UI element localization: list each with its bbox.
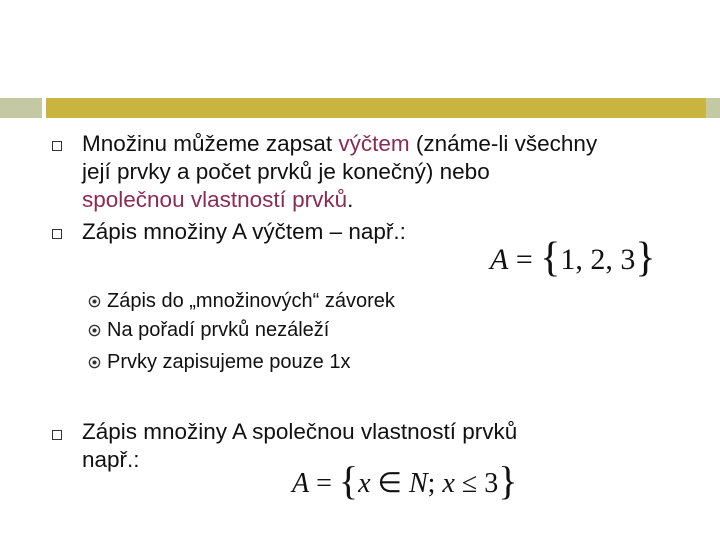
formula-enumeration: A = {1, 2, 3}: [490, 235, 656, 281]
formula-property: A = {x ∈ N; x ≤ 3}: [292, 458, 518, 503]
accent-text: společnou vlastností prvků: [82, 187, 348, 212]
sub-bullet-1: Zápis do „množinových“ závorek: [107, 290, 395, 312]
sub-bullet-3: Prvky zapisujeme pouze 1x: [107, 351, 351, 373]
accent-text: výčtem: [338, 131, 410, 156]
bullet-3-line-1: Zápis množiny A společnou vlastností prvků: [82, 419, 518, 444]
circled-dot-icon: [88, 324, 101, 337]
square-bullet-icon: [52, 430, 62, 440]
square-bullet-icon: [52, 229, 62, 239]
bullet-3-line-2: např.:: [82, 447, 140, 472]
circled-dot-icon: [88, 295, 101, 308]
header-bar-right: [46, 98, 720, 118]
header-bar-edge: [706, 98, 720, 118]
circled-dot-icon: [88, 356, 101, 369]
bullet-2-text: Zápis množiny A výčtem – např.:: [82, 219, 406, 244]
bullet-1-line-2: její prvky a počet prvků je konečný) nebo: [82, 159, 490, 184]
header-bar-left: [0, 98, 42, 118]
bullet-1-line-3: společnou vlastností prvků.: [82, 187, 354, 212]
square-bullet-icon: [52, 141, 62, 151]
sub-bullet-2: Na pořadí prvků nezáleží: [107, 319, 330, 341]
bullet-1-line-1: Množinu můžeme zapsat výčtem (známe-li všechny: [82, 131, 598, 156]
